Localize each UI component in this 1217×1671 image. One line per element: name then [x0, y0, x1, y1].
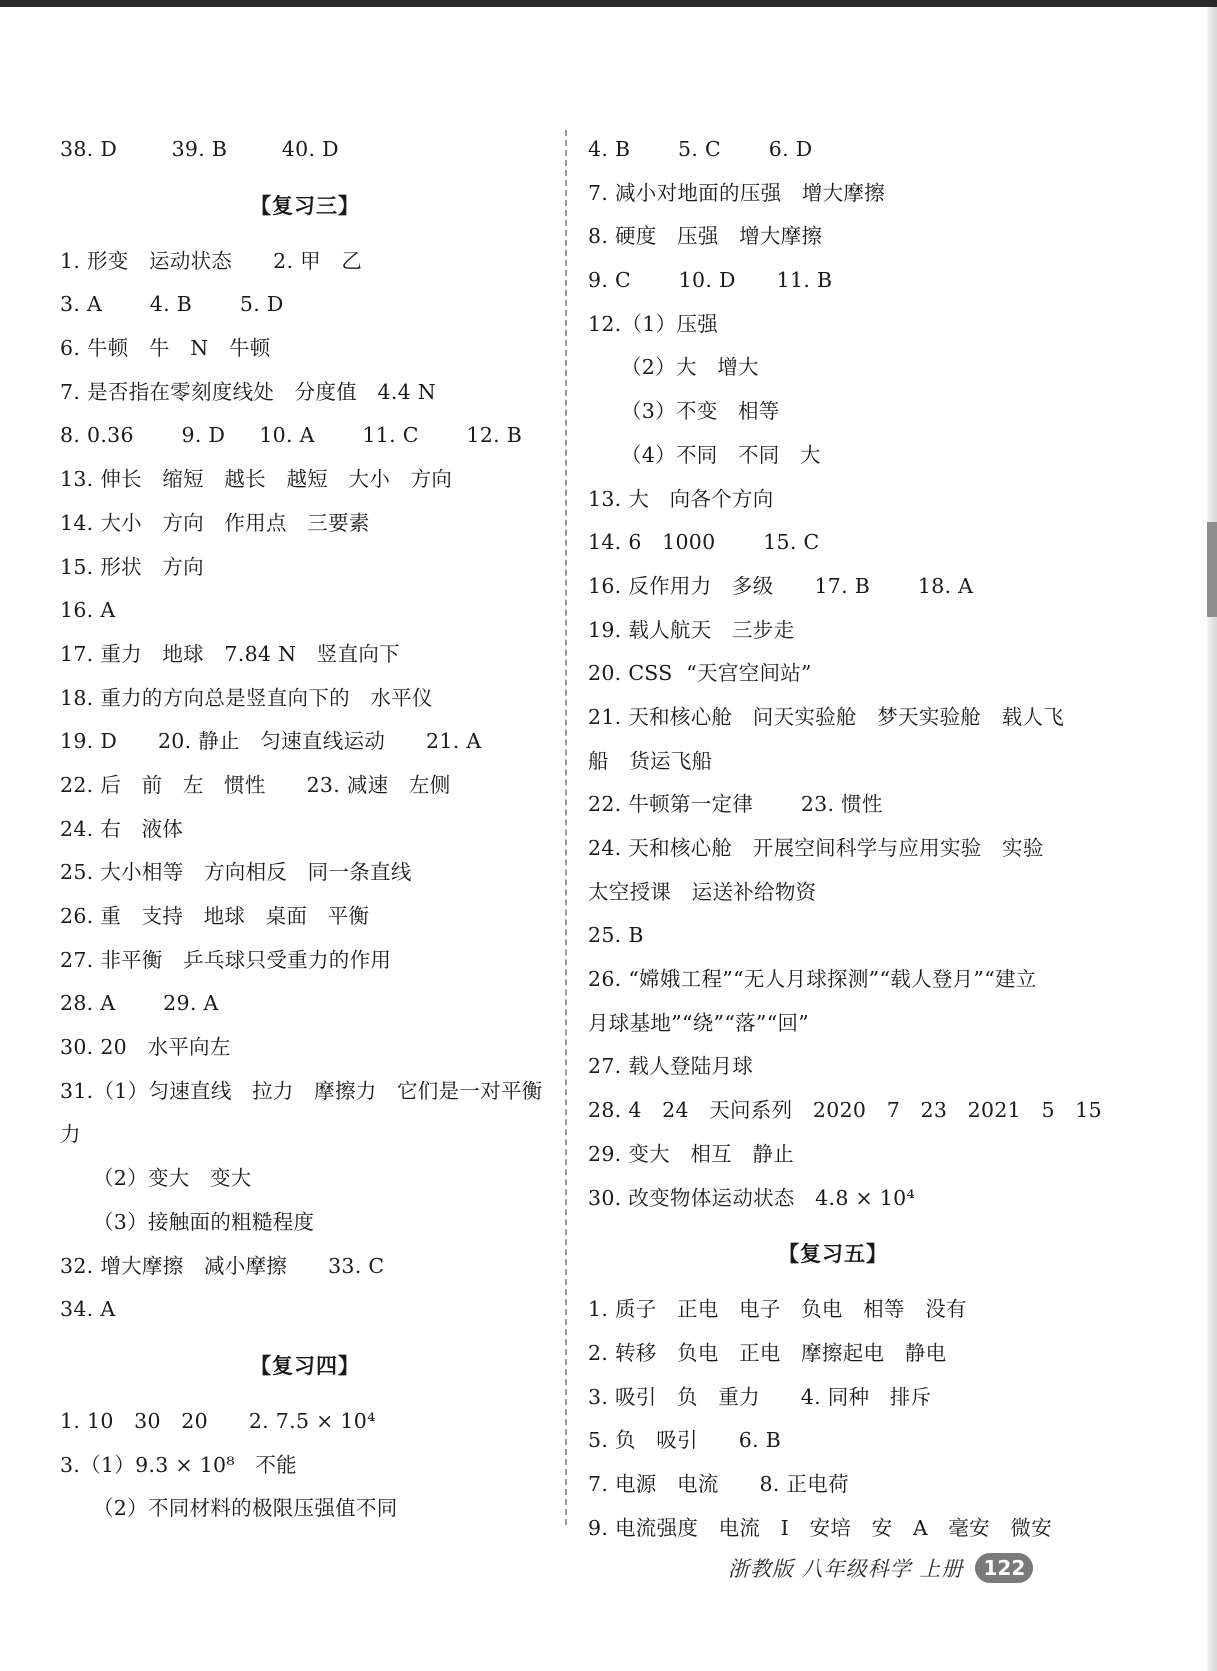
- column-divider: [565, 130, 567, 1525]
- answer-line: 25. B: [588, 923, 644, 948]
- answer-line: 9. 电流强度 电流 I 安培 安 A 毫安 微安: [588, 1515, 1053, 1540]
- section-heading: 【复习三】: [250, 193, 360, 218]
- answer-line: 2. 转移 负电 正电 摩擦起电 静电: [588, 1340, 947, 1365]
- answer-line: 22. 牛顿第一定律 23. 惯性: [588, 792, 883, 817]
- answer-line: 1. 形变 运动状态 2. 甲 乙: [60, 248, 363, 273]
- page-number-badge: 122: [975, 1553, 1033, 1583]
- answer-line: 26. “嫦娥工程”“无人月球探测”“载人登月”“建立: [588, 967, 1037, 992]
- answer-line: 6. 牛顿 牛 N 牛顿: [60, 336, 271, 361]
- answer-line: 8. 0.36 9. D 10. A 11. C 12. B: [60, 423, 523, 448]
- scan-top-edge: [0, 0, 1217, 7]
- answer-line: 13. 伸长 缩短 越长 越短 大小 方向: [60, 467, 453, 492]
- answer-line: 4. B 5. C 6. D: [588, 137, 813, 161]
- answer-line: 3. A 4. B 5. D: [60, 292, 284, 317]
- scan-right-edge: [1207, 7, 1217, 1671]
- answer-line: 1. 质子 正电 电子 负电 相等 没有: [588, 1297, 967, 1322]
- book-title: 浙教版 八年级科学 上册: [728, 1557, 964, 1581]
- answer-line: 15. 形状 方向: [60, 554, 204, 579]
- answer-line-continuation: 力: [60, 1122, 81, 1147]
- answer-line: （2）变大 变大: [93, 1166, 252, 1191]
- right-column: [588, 128, 1102, 1550]
- answer-line: 18. 重力的方向总是竖直向下的 水平仪: [60, 685, 433, 710]
- answer-line: 5. 负 吸引 6. B: [588, 1428, 782, 1453]
- answer-line: 38. D 39. B 40. D: [60, 137, 339, 161]
- answer-line: 9. C 10. D 11. B: [588, 268, 833, 293]
- answer-line: 19. 载人航天 三步走: [588, 617, 795, 642]
- answer-line: 20. CSS “天宫空间站”: [588, 661, 812, 686]
- section-heading: 【复习四】: [250, 1353, 360, 1378]
- answer-line-continuation: 太空授课 运送补给物资: [588, 879, 817, 904]
- answer-line: 24. 右 液体: [60, 816, 184, 841]
- page-footer: [728, 1548, 1033, 1588]
- answer-line: 16. A: [60, 598, 116, 623]
- answer-line: （2）大 增大: [621, 355, 759, 380]
- answer-line: 21. 天和核心舱 问天实验舱 梦天实验舱 载人飞: [588, 704, 1065, 729]
- answer-line: 16. 反作用力 多级 17. B 18. A: [588, 573, 974, 598]
- left-column: [60, 128, 550, 1531]
- answer-line: 22. 后 前 左 惯性 23. 减速 左侧: [60, 772, 451, 797]
- answer-line-continuation: 月球基地”“绕”“落”“回”: [588, 1010, 810, 1035]
- answer-line: 7. 是否指在零刻度线处 分度值 4.4 N: [60, 379, 437, 404]
- answer-line: 3. 吸引 负 重力 4. 同种 排斥: [588, 1384, 932, 1409]
- answer-line: 30. 20 水平向左: [60, 1035, 231, 1060]
- answer-line: （2）不同材料的极限压强值不同: [93, 1496, 398, 1521]
- answer-line: 25. 大小相等 方向相反 同一条直线: [60, 860, 412, 885]
- answer-line: 34. A: [60, 1297, 116, 1322]
- answer-line: 12.（1）压强: [588, 311, 719, 336]
- answer-line: （3）接触面的粗糙程度: [93, 1209, 315, 1234]
- answer-line: 1. 10 30 20 2. 7.5 × 10⁴: [60, 1408, 376, 1433]
- answer-line: 26. 重 支持 地球 桌面 平衡: [60, 904, 370, 928]
- answer-line: 29. 变大 相互 静止: [588, 1141, 795, 1166]
- answer-line-continuation: 船 货运飞船: [588, 748, 713, 773]
- answer-line: 3.（1）9.3 × 10⁸ 不能: [60, 1452, 297, 1477]
- answer-line: （4）不同 不同 大: [621, 442, 821, 467]
- answer-line: 28. A 29. A: [60, 991, 219, 1016]
- answer-line: 30. 改变物体运动状态 4.8 × 10⁴: [588, 1185, 915, 1210]
- answer-line: 13. 大 向各个方向: [588, 486, 774, 511]
- answer-line: （3）不变 相等: [621, 399, 780, 424]
- answer-line: 19. D 20. 静止 匀速直线运动 21. A: [60, 729, 482, 754]
- answer-line: 24. 天和核心舱 开展空间科学与应用实验 实验: [588, 836, 1044, 860]
- answer-line: 17. 重力 地球 7.84 N 竖直向下: [60, 641, 400, 666]
- answer-line: 14. 6 1000 15. C: [588, 530, 820, 555]
- scan-right-tab: [1207, 522, 1217, 617]
- answer-line: 8. 硬度 压强 增大摩擦: [588, 224, 823, 249]
- answer-line: 27. 载人登陆月球: [588, 1054, 754, 1079]
- answer-line: 7. 电源 电流 8. 正电荷: [588, 1471, 849, 1496]
- section-heading: 【复习五】: [778, 1242, 888, 1267]
- answer-line: 31.（1）匀速直线 拉力 摩擦力 它们是一对平衡: [60, 1078, 543, 1103]
- answer-line: 28. 4 24 天问系列 2020 7 23 2021 5 15: [588, 1098, 1102, 1123]
- answer-line: 7. 减小对地面的压强 增大摩擦: [588, 180, 886, 205]
- answer-line: 32. 增大摩擦 减小摩擦 33. C: [60, 1253, 385, 1278]
- answer-line: 14. 大小 方向 作用点 三要素: [60, 510, 370, 535]
- answer-line: 27. 非平衡 乒乓球只受重力的作用: [60, 947, 392, 972]
